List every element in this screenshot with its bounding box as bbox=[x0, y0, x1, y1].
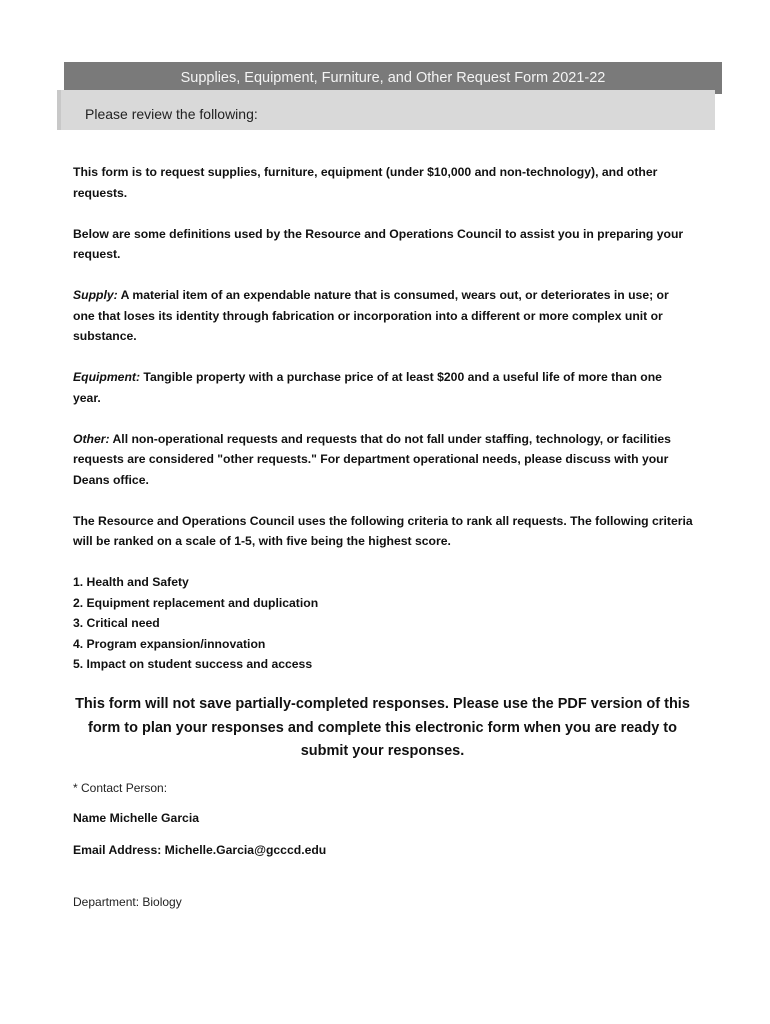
criteria-intro: The Resource and Operations Council uses the following criteria to rank all requests. The following criteria will be ranked on a scale of 1-5, with five being the highest score. bbox=[73, 513, 693, 548]
contact-email: Email Address: Michelle.Garcia@gcccd.edu bbox=[73, 843, 327, 857]
equipment-term: Equipment: bbox=[73, 370, 141, 384]
definitions-intro-paragraph: Below are some definitions used by the Resource and Operations Council to assist you in preparing your request. bbox=[73, 226, 684, 261]
other-definition bbox=[73, 429, 693, 491]
criteria-item: 5. Impact on student success and access bbox=[73, 657, 313, 671]
form-instructions bbox=[73, 162, 693, 689]
section-header bbox=[57, 90, 715, 130]
form-title: Supplies, Equipment, Furniture, and Other Request Form 2021-22 bbox=[180, 70, 606, 86]
criteria-item: 1. Health and Safety bbox=[73, 575, 189, 589]
criteria-item: 3. Critical need bbox=[73, 616, 160, 630]
criteria-item: 4. Program expansion/innovation bbox=[73, 636, 266, 651]
department-field: Department: Biology bbox=[73, 895, 182, 909]
contact-person-label: * Contact Person: bbox=[73, 781, 168, 795]
supply-text: A material item of an expendable nature that is consumed, wears out, or deteriorates in use; or one that loses its identity through fabrication or incorporation into a different or more complex unit or substance. bbox=[73, 288, 669, 343]
equipment-text: Tangible property with a purchase price of at least $200 and a useful life of more than one year. bbox=[73, 370, 662, 405]
supply-term: Supply: bbox=[73, 288, 118, 302]
other-term: Other: bbox=[73, 431, 110, 446]
supply-definition bbox=[73, 285, 693, 347]
equipment-definition bbox=[73, 367, 693, 408]
criteria-list bbox=[73, 572, 693, 675]
criteria-item: 2. Equipment replacement and duplication bbox=[73, 595, 319, 610]
section-title: Please review the following: bbox=[85, 106, 258, 122]
intro-paragraph: This form is to request supplies, furniture, equipment (under $10,000 and non-technology), and other requests. bbox=[73, 165, 658, 200]
contact-name: Name Michelle Garcia bbox=[73, 811, 199, 825]
other-text: All non-operational requests and requests that do not fall under staffing, technology, or facilities requests are considered "other requests." For department operational needs, please discuss with your Deans office. bbox=[73, 431, 671, 487]
save-notice: This form will not save partially-completed responses. Please use the PDF version of this form to plan your responses and complete this electronic form when you are ready to submit your responses. bbox=[75, 696, 690, 759]
